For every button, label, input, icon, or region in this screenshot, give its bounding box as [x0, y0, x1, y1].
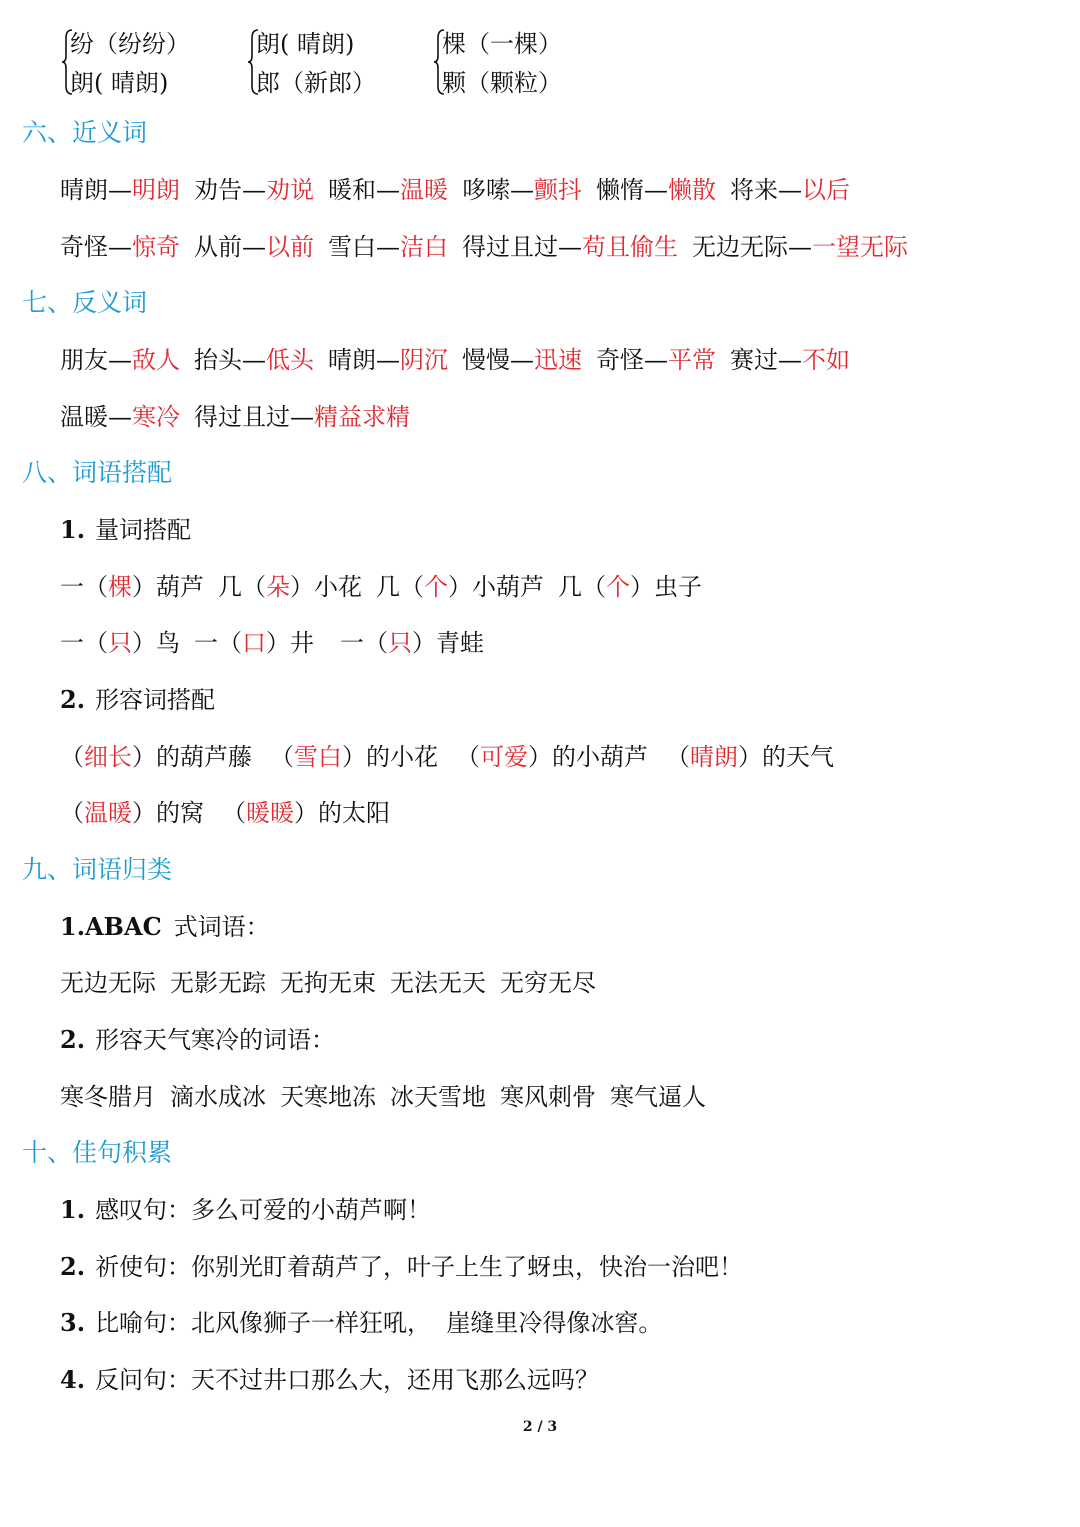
word-pair: 得过且过—精益求精	[194, 403, 410, 431]
word-pair: 晴朗—明朗	[60, 176, 180, 204]
section-title-synonyms: 六、近义词	[22, 118, 148, 147]
word-pair: 无边无际—一望无际	[692, 233, 908, 261]
phrase: 一（只）鸟	[60, 629, 180, 657]
homophone-word: 朗( 晴朗)	[70, 69, 169, 97]
subheading-adjectives: 2. 形容词搭配	[60, 685, 216, 714]
list-item: 无拘无束	[280, 969, 376, 997]
synonym-row-1	[60, 175, 850, 205]
phrase: 一（只）青蛙	[340, 629, 484, 657]
subheading-abac: 1.ABAC 式词语：	[60, 912, 270, 941]
word-pair: 奇怪—平常	[596, 346, 716, 374]
list-item: 无影无踪	[170, 969, 266, 997]
list-item: 无穷无尽	[500, 969, 596, 997]
phrase: 几（朵）小花	[218, 573, 362, 601]
homophone-group-2	[248, 28, 418, 96]
subheading-cold-weather: 2. 形容天气寒冷的词语：	[60, 1025, 336, 1054]
word-pair: 温暖—寒冷	[60, 403, 180, 431]
homophone-group-1	[62, 28, 232, 96]
list-item: 寒风刺骨	[500, 1083, 596, 1111]
list-item: 无边无际	[60, 969, 156, 997]
homophone-word: 郎（新郎）	[256, 69, 376, 97]
word-pair: 懒惰—懒散	[596, 176, 716, 204]
word-pair: 将来—以后	[730, 176, 850, 204]
word-pair: 雪白—洁白	[328, 233, 448, 261]
list-item: 滴水成冰	[170, 1083, 266, 1111]
word-pair: 暖和—温暖	[328, 176, 448, 204]
homophone-word: 棵（一棵）	[442, 30, 562, 58]
measure-word-row-1	[60, 572, 702, 602]
adjective-row-2	[60, 798, 390, 828]
phrase: （晴朗）的天气	[666, 743, 834, 771]
phrase: （温暖）的窝	[60, 799, 204, 827]
word-pair: 得过且过—苟且偷生	[462, 233, 678, 261]
phrase: 一（口）井	[194, 629, 314, 657]
phrase: 一（棵）葫芦	[60, 573, 204, 601]
synonym-row-2	[60, 232, 908, 262]
phrase: （可爱）的小葫芦	[456, 743, 648, 771]
phrase: （雪白）的小花	[270, 743, 438, 771]
cold-weather-word-list	[60, 1082, 706, 1112]
sentence-item: 4. 反问句：天不过井口那么大，还用飞那么远吗？	[60, 1365, 600, 1394]
phrase: （细长）的葫芦藤	[60, 743, 252, 771]
antonym-row-1	[60, 345, 850, 375]
antonym-row-2	[60, 402, 410, 432]
word-pair: 晴朗—阴沉	[328, 346, 448, 374]
measure-word-row-2	[60, 628, 484, 658]
phrase: 几（个）小葫芦	[376, 573, 544, 601]
list-item: 寒气逼人	[610, 1083, 706, 1111]
sentence-item: 3. 比喻句：北风像狮子一样狂吼， 崖缝里冷得像冰窖。	[60, 1308, 663, 1337]
word-pair: 朋友—敌人	[60, 346, 180, 374]
homophone-word: 颗（颗粒）	[442, 69, 562, 97]
phrase: 几（个）虫子	[558, 573, 702, 601]
word-pair: 抬头—低头	[194, 346, 314, 374]
phrase: （暖暖）的太阳	[222, 799, 390, 827]
homophone-word: 朗( 晴朗)	[256, 30, 355, 58]
section-title-word-classification: 九、词语归类	[22, 855, 173, 884]
word-pair: 慢慢—迅速	[462, 346, 582, 374]
abac-word-list	[60, 968, 596, 998]
word-pair: 哆嗦—颤抖	[462, 176, 582, 204]
page-number: 2 / 3	[522, 1419, 558, 1435]
list-item: 天寒地冻	[280, 1083, 376, 1111]
list-item: 冰天雪地	[390, 1083, 486, 1111]
sentence-item: 1. 感叹句：多么可爱的小葫芦啊！	[60, 1195, 432, 1224]
word-pair: 奇怪—惊奇	[60, 233, 180, 261]
section-title-good-sentences: 十、佳句积累	[22, 1138, 173, 1167]
section-title-antonyms: 七、反义词	[22, 288, 148, 317]
homophone-group-3	[434, 28, 604, 96]
list-item: 寒冬腊月	[60, 1083, 156, 1111]
word-pair: 赛过—不如	[730, 346, 850, 374]
adjective-row-1	[60, 742, 834, 772]
word-pair: 劝告—劝说	[194, 176, 314, 204]
word-pair: 从前—以前	[194, 233, 314, 261]
subheading-measure-words: 1. 量词搭配	[60, 515, 192, 544]
section-title-word-collocation: 八、词语搭配	[22, 458, 173, 487]
list-item: 无法无天	[390, 969, 486, 997]
sentence-item: 2. 祈使句：你别光盯着葫芦了，叶子上生了蚜虫，快治一治吧！	[60, 1252, 744, 1281]
homophone-word: 纷（纷纷）	[70, 30, 190, 58]
